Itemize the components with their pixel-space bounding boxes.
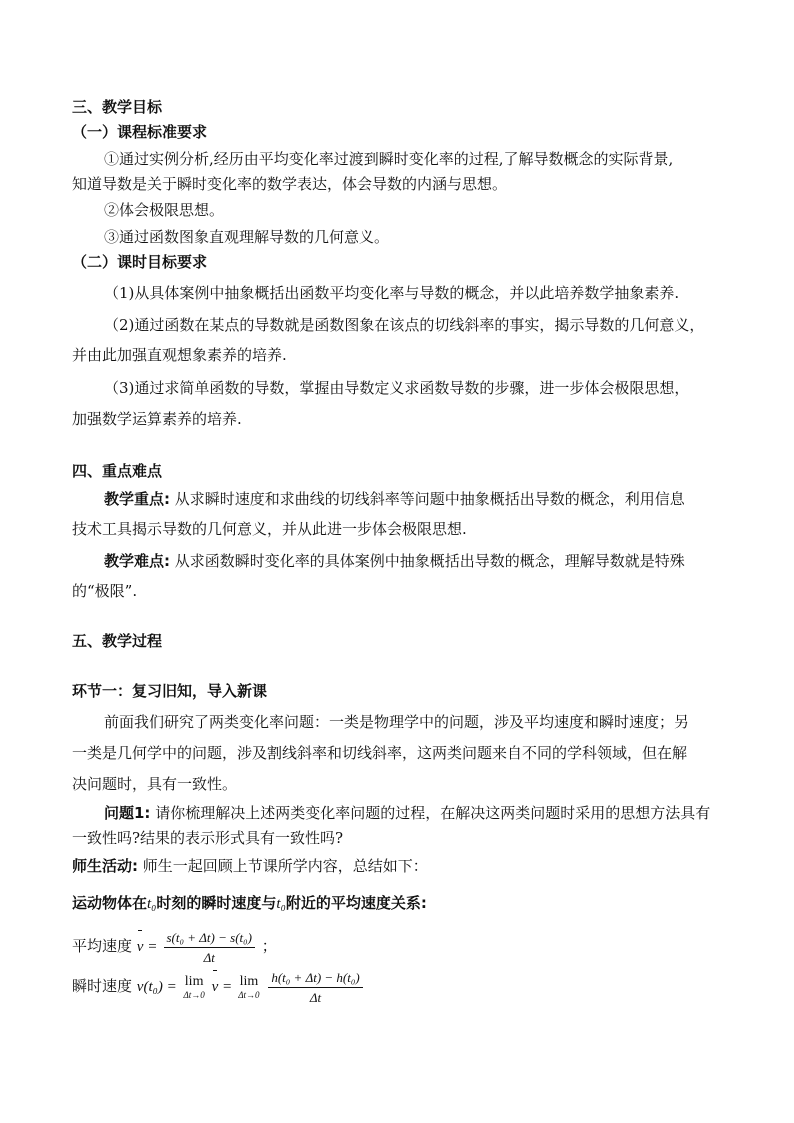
section-4-title: 四、重点难点 xyxy=(72,462,163,480)
relation-part-a: 运动物体在 xyxy=(72,894,148,912)
key-point-label: 教学重点: xyxy=(104,490,170,508)
question-1-line-2: 一致性吗?结果的表示形式具有一致性吗? xyxy=(72,829,344,847)
limit-operator-2 xyxy=(238,974,259,1000)
difficult-point-line-2: 的“极限”. xyxy=(72,582,138,600)
relation-part-c: 附近的平均速度关系: xyxy=(285,894,427,912)
section-3-title: 三、教学目标 xyxy=(72,98,163,116)
limit-2-subscript: Δt→0 xyxy=(238,990,260,1000)
intro-line-3: 决问题时，具有一致性。 xyxy=(72,775,238,793)
formula-1-numerator: s(t₀ + Δt) − s(t₀) xyxy=(164,929,255,948)
question-1-label: 问题1: xyxy=(104,804,151,822)
formula-2-lhs: v(t₀) = xyxy=(136,979,177,995)
formula-1-tail: ； xyxy=(261,937,277,955)
v-bar-symbol: v xyxy=(137,929,144,965)
formula-2-label: 瞬时速度 xyxy=(72,977,133,995)
key-point-line-2: 技术工具揭示导数的几何意义，并从此进一步体会极限思想. xyxy=(72,520,467,538)
limit-operator-1 xyxy=(183,974,204,1000)
objective-1-line-2: 知道导数是关于瞬时变化率的数学表达，体会导数的内涵与思想。 xyxy=(72,175,508,193)
objective-3: ③通过函数图象直观理解导数的几何意义。 xyxy=(104,228,390,246)
subsection-course-standard: （一）课程标准要求 xyxy=(72,123,208,141)
t0-symbol-2: t₀ xyxy=(276,896,286,912)
goal-3-line-2: 加强数学运算素养的培养. xyxy=(72,410,242,428)
goal-1: （1)从具体案例中抽象概括出函数平均变化率与导数的概念，并以此培养数学抽象素养. xyxy=(104,284,680,302)
relation-heading xyxy=(72,892,427,915)
key-point-text: 从求瞬时速度和求曲线的切线斜率等问题中抽象概括出导数的概念，利用信息 xyxy=(170,490,685,508)
key-point-line-1 xyxy=(104,488,685,510)
t0-symbol-1: t₀ xyxy=(147,896,157,912)
formula-2-numerator: h(t₀ + Δt) − h(t₀) xyxy=(268,969,362,988)
goal-2-line-2: 并由此加强直观想象素养的培养. xyxy=(72,346,287,364)
difficult-point-line-1 xyxy=(104,550,685,572)
goal-2-line-1: （2)通过函数在某点的导数就是函数图象在该点的切线斜率的事实，揭示导数的几何意义， xyxy=(104,316,705,334)
question-1-text: 请你梳理解决上述两类变化率问题的过程，在解决这两类问题时采用的思想方法具有 xyxy=(150,804,711,822)
objective-1-line-1: ①通过实例分析,经历由平均变化率过渡到瞬时变化率的过程,了解导数概念的实际背景, xyxy=(104,150,674,168)
equals-sign-1: = xyxy=(148,939,157,955)
formula-1-fraction xyxy=(164,929,255,966)
limit-1-lim: lim xyxy=(184,974,204,989)
intro-line-1: 前面我们研究了两类变化率问题：一类是物理学中的问题，涉及平均速度和瞬时速度；另 xyxy=(104,713,690,731)
equals-sign-2: = xyxy=(223,979,232,995)
activity-label: 师生活动: xyxy=(72,857,138,875)
activity-line xyxy=(72,855,428,877)
formula-2-denominator: Δt xyxy=(309,989,322,1005)
question-1-line-1 xyxy=(104,802,710,824)
activity-text: 师生一起回顾上节课所学内容，总结如下： xyxy=(138,857,428,875)
formula-average-velocity xyxy=(72,928,277,966)
formula-instant-velocity xyxy=(72,968,365,1006)
difficult-point-text: 从求函数瞬时变化率的具体案例中抽象概括出导数的概念，理解导数就是特殊 xyxy=(170,552,685,570)
formula-1-label: 平均速度 xyxy=(72,937,133,955)
relation-part-b: 时刻的瞬时速度与 xyxy=(156,894,277,912)
subsection-lesson-goals: （二）课时目标要求 xyxy=(72,253,208,271)
formula-2-fraction xyxy=(268,969,362,1006)
section-5-title: 五、教学过程 xyxy=(72,632,163,650)
formula-1-denominator: Δt xyxy=(203,949,215,965)
difficult-point-label: 教学难点: xyxy=(104,552,170,570)
intro-line-2: 一类是几何学中的问题，涉及割线斜率和切线斜率，这两类问题来自不同的学科领域，但在解 xyxy=(72,744,688,762)
v-bar-symbol-2: v xyxy=(212,969,219,1005)
objective-2: ②体会极限思想。 xyxy=(104,201,225,219)
limit-2-lim: lim xyxy=(239,974,259,989)
stage-1-title: 环节一：复习旧知，导入新课 xyxy=(72,682,268,700)
goal-3-line-1: （3)通过求简单函数的导数，掌握由导数定义求函数导数的步骤，进一步体会极限思想， xyxy=(104,379,690,397)
limit-1-subscript: Δt→0 xyxy=(183,990,205,1000)
